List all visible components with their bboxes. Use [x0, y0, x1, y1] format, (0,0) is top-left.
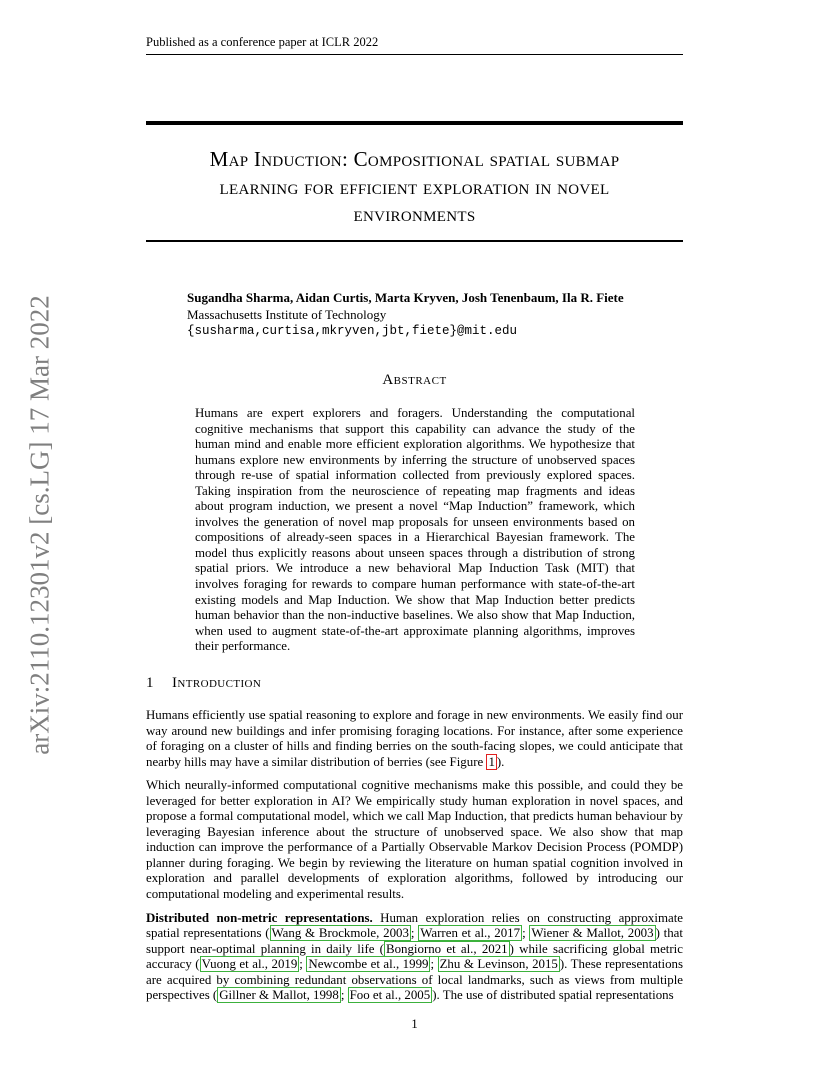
arxiv-stamp	[10, 290, 70, 760]
author-names: Sugandha Sharma, Aidan Curtis, Marta Kryven, Josh Tenenbaum, Ila R. Fiete	[187, 290, 624, 305]
citation-link[interactable]: Foo et al., 2005	[349, 988, 431, 1003]
title-line-2: learning for efficient exploration in novel	[219, 174, 610, 199]
citation-link[interactable]: Wiener & Mallot, 2003	[531, 926, 654, 941]
abstract-text: Humans are expert explorers and foragers. Understanding the computational cognitive mechanisms that support this capability can advance the study of the human mind and enable more efficient exploration algorithms. We hypothesize that humans explore new environments by inferring the structure of unobserved spaces through re-use of spatial information collected from previously explored spaces. Taking inspiration from the neuroscience of repeating map fragments and ideas about program induction, we present a novel “Map Induction” framework, which involves the generation of novel map proposals for unseen environments based on compositions of already-seen spaces in a Hierarchical Bayesian framework. The model thus explicitly reasons about unseen spaces through a distribution of strong spatial priors. We introduce a new behavioral Map Induction Task (MIT) that involves foraging for rewards to compare human performance with state-of-the-art existing models and Map Induction. We show that Map Induction better predicts human behavior than the non-inductive baselines. We also show that Map Induction, when used to augment state-of-the-art approximate planning algorithms, improves their performance.	[195, 406, 635, 654]
title-bottom-rule	[146, 240, 683, 242]
author-block	[187, 290, 667, 340]
citation-link[interactable]: Newcombe et al., 1999	[308, 957, 429, 972]
abstract-heading: Abstract	[382, 372, 447, 388]
intro-paragraph-3: Distributed non-metric representations. Human exploration relies on constructing approximate spatial representations ( Wang & Brockmole, 2003 ; Warren et al., 2017 ; Wiener & Mallot, 2003 ) that support near-optimal planning in daily life ( Bongiorno et al., 2021 ) while sacrificing global metric accuracy ( Vuong et al., 2019 ; Newcombe et al., 1999 ; Zhu & Levinson, 2015 ). These representations are acquired by combining redundant observations of local landmarks, such as views from multiple perspectives ( Gillner & Mallot, 1998 ; Foo et al., 2005 ). The use of distributed spatial representations	[146, 910, 683, 1003]
section-number: 1	[146, 675, 154, 691]
citation-link[interactable]: Vuong et al., 2019	[201, 957, 298, 972]
title-line-3: environments	[353, 202, 476, 226]
figure-link[interactable]: 1	[488, 754, 495, 769]
citation-link[interactable]: Zhu & Levinson, 2015	[439, 957, 558, 972]
paper-title	[146, 146, 683, 229]
citation-link[interactable]: Gillner & Mallot, 1998	[219, 988, 339, 1003]
author-email: {susharma,curtisa,mkryven,jbt,fiete}@mit.edu	[187, 324, 518, 338]
section-heading	[146, 675, 683, 692]
intro-paragraph-2: Which neurally-informed computational cognitive mechanisms make this possible, and could they be leveraged for better exploration in AI? We empirically study human exploration in novel spaces, and propose a formal computational model, which we call Map Induction, that predicts human behaviour by leveraging Bayesian inference about the structure of unobserved space. We also show that map induction can improve the performance of a Partially Observable Markov Decision Process (POMDP) planner during foraging. We begin by reviewing the literature on human spatial cognition involved in exploration and parallel developments of exploration algorithms, followed by introducing our computational modeling and experimental results.	[146, 778, 683, 902]
running-header: Published as a conference paper at ICLR 2022	[146, 35, 683, 55]
title-line-1: Map Induction: Compositional spatial submap	[209, 147, 620, 171]
section-title: Introduction	[172, 675, 262, 691]
paragraph-heading: Distributed non-metric representations.	[146, 910, 373, 925]
author-affiliation: Massachusetts Institute of Technology	[187, 306, 387, 322]
arxiv-id: arXiv:2110.12301v2 [cs.LG] 17 Mar 2022	[24, 295, 55, 755]
intro-body	[146, 708, 683, 1012]
citation-link[interactable]: Warren et al., 2017	[420, 926, 521, 941]
intro-paragraph-1: Humans efficiently use spatial reasoning to explore and forage in new environments. We easily find our way around new buildings and infer promising foraging locations. For instance, after some experience of foraging on a cluster of hills and finding berries on the south-facing slopes, we could anticipate that nearby hills may have a similar distribution of berries (see Figure 1 ).	[146, 708, 683, 769]
title-top-rule	[146, 121, 683, 125]
citation-link[interactable]: Wang & Brockmole, 2003	[271, 926, 409, 941]
citation-link[interactable]: Bongiorno et al., 2021	[385, 941, 508, 956]
page-number: 1	[411, 1016, 418, 1031]
